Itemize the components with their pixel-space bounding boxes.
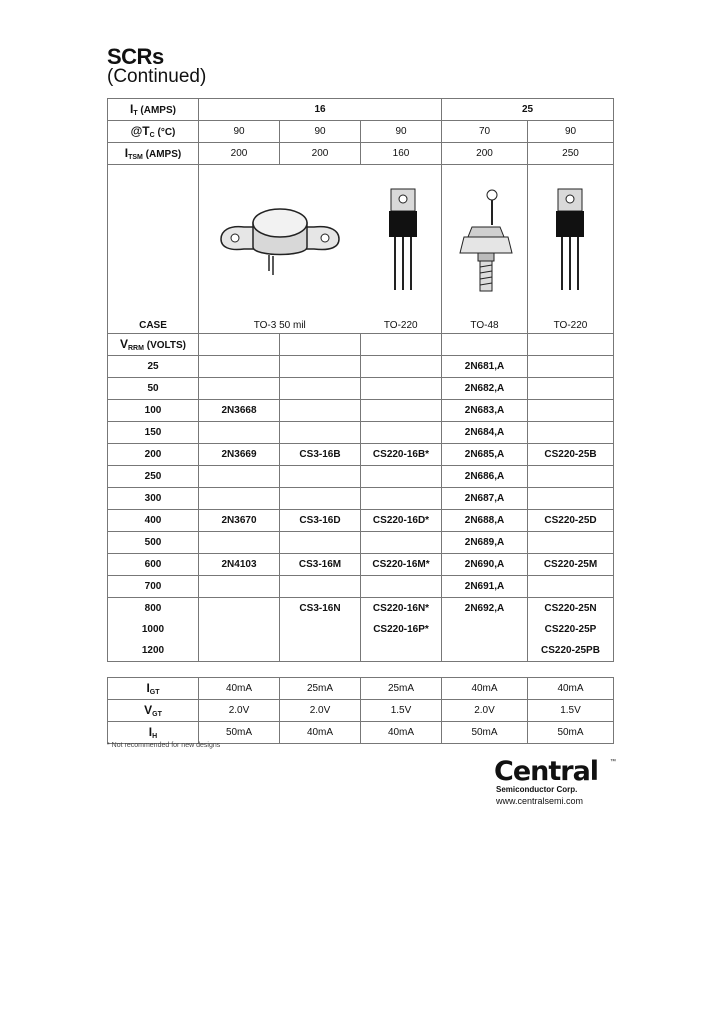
voltage-row <box>108 554 614 576</box>
part-cell: CS3-16N <box>280 598 361 620</box>
itsm-cell: 200 <box>280 143 361 165</box>
part-cell: 2N3670 <box>199 510 280 532</box>
part-cell: 2N683,A <box>442 400 528 422</box>
part-cell: CS220-25B <box>528 444 614 466</box>
vgt-row <box>108 700 614 722</box>
case-to48-cell <box>442 165 528 334</box>
igt-cell: 40mA <box>442 678 528 700</box>
part-cell: 2N3669 <box>199 444 280 466</box>
igt-row <box>108 678 614 700</box>
voltage-row <box>108 576 614 598</box>
voltage-row <box>108 488 614 510</box>
vrrm-label: $V_{RRM}$ (VOLTS) <box>108 334 199 356</box>
part-cell: CS220-16D* <box>361 510 442 532</box>
central-logo: Central <box>494 756 599 787</box>
igt-cell: 25mA <box>361 678 442 700</box>
to3-package-image <box>199 165 361 317</box>
voltage-label: 300 <box>108 488 199 510</box>
part-cell <box>199 378 280 400</box>
part-cell <box>199 422 280 444</box>
case-label-cell <box>108 165 199 334</box>
part-cell <box>361 488 442 510</box>
voltage-label: 25 <box>108 356 199 378</box>
itsm-cell: 250 <box>528 143 614 165</box>
tc-cell: 90 <box>199 121 280 143</box>
ih-cell: 40mA <box>361 722 442 744</box>
part-cell: CS220-16N* <box>361 598 442 620</box>
part-cell <box>199 356 280 378</box>
part-cell <box>280 422 361 444</box>
page-title: SCRs <box>107 44 164 69</box>
voltage-label: 150 <box>108 422 199 444</box>
case-to220-cell-2 <box>528 165 614 334</box>
vgt-label: $V_{GT}$ <box>108 700 199 722</box>
part-cell: CS3-16M <box>280 554 361 576</box>
voltage-label: 250 <box>108 466 199 488</box>
part-cell <box>199 532 280 554</box>
part-cell <box>361 400 442 422</box>
part-cell <box>528 488 614 510</box>
company-url: www.centralsemi.com <box>496 796 584 806</box>
part-cell: CS220-16P* <box>361 619 442 640</box>
tc-row <box>108 121 614 143</box>
voltage-label: 100 <box>108 400 199 422</box>
part-cell: 2N3668 <box>199 400 280 422</box>
part-cell <box>199 488 280 510</box>
part-cell <box>361 356 442 378</box>
itsm-cell: 200 <box>199 143 280 165</box>
part-cell: 2N682,A <box>442 378 528 400</box>
voltage-row <box>108 532 614 554</box>
voltage-row <box>108 422 614 444</box>
part-cell: CS220-25D <box>528 510 614 532</box>
part-cell: 2N681,A <box>442 356 528 378</box>
part-cell <box>528 532 614 554</box>
voltage-label: 600 <box>108 554 199 576</box>
voltage-row-1000 <box>108 619 614 640</box>
voltage-label: 200 <box>108 444 199 466</box>
tc-label: $@T_C$ (°C) <box>108 121 199 143</box>
voltage-label: 1200 <box>108 640 199 662</box>
tc-cell: 70 <box>442 121 528 143</box>
part-cell <box>280 532 361 554</box>
igt-cell: 25mA <box>280 678 361 700</box>
tc-cell: 90 <box>528 121 614 143</box>
part-cell <box>280 576 361 598</box>
part-cell <box>280 488 361 510</box>
part-cell: 2N684,A <box>442 422 528 444</box>
part-cell <box>361 466 442 488</box>
part-cell: CS3-16D <box>280 510 361 532</box>
it-group-2: 25 <box>442 99 614 121</box>
tc-cell: 90 <box>280 121 361 143</box>
case-to220-label: TO-220 <box>383 320 418 331</box>
vrrm-header-row <box>108 334 614 356</box>
to220-package-image <box>528 165 613 317</box>
ih-cell: 50mA <box>442 722 528 744</box>
tc-cell: 90 <box>361 121 442 143</box>
case-to220-label-2: TO-220 <box>553 320 588 331</box>
part-cell: CS220-16M* <box>361 554 442 576</box>
voltage-label: 400 <box>108 510 199 532</box>
part-cell: CS3-16B <box>280 444 361 466</box>
part-cell: 2N686,A <box>442 466 528 488</box>
part-cell: CS220-25PB <box>528 640 614 662</box>
part-cell <box>199 576 280 598</box>
scr-spec-table <box>107 98 614 662</box>
part-cell <box>361 422 442 444</box>
logo-subtitle: Semiconductor Corp. <box>496 785 578 794</box>
part-cell: CS220-25P <box>528 619 614 640</box>
part-cell <box>199 466 280 488</box>
vgt-cell: 1.5V <box>528 700 614 722</box>
part-cell: 2N688,A <box>442 510 528 532</box>
part-cell <box>361 532 442 554</box>
part-cell <box>280 378 361 400</box>
part-cell: 2N687,A <box>442 488 528 510</box>
ih-cell: 50mA <box>199 722 280 744</box>
part-cell: 2N685,A <box>442 444 528 466</box>
footnote: * Not recommended for new designs <box>107 742 221 749</box>
part-cell: 2N691,A <box>442 576 528 598</box>
ih-label: $I_H$ <box>108 722 199 744</box>
part-cell <box>361 378 442 400</box>
voltage-row <box>108 400 614 422</box>
vgt-cell: 1.5V <box>361 700 442 722</box>
to48-package-image <box>442 165 527 317</box>
case-row <box>108 165 614 334</box>
part-cell <box>528 576 614 598</box>
part-cell: 2N690,A <box>442 554 528 576</box>
trademark-mark: ™ <box>610 759 616 765</box>
igt-cell: 40mA <box>528 678 614 700</box>
part-cell <box>528 466 614 488</box>
part-cell: 2N692,A <box>442 598 528 620</box>
it-group-1: 16 <box>199 99 442 121</box>
part-cell: CS220-25N <box>528 598 614 620</box>
vgt-cell: 2.0V <box>199 700 280 722</box>
vgt-cell: 2.0V <box>280 700 361 722</box>
itsm-row <box>108 143 614 165</box>
igt-label: $I_{GT}$ <box>108 678 199 700</box>
case-to48-label: TO-48 <box>470 320 499 331</box>
part-cell <box>528 422 614 444</box>
part-cell: 2N689,A <box>442 532 528 554</box>
igt-cell: 40mA <box>199 678 280 700</box>
case-label: CASE <box>139 320 167 331</box>
case-to220-cell <box>361 165 442 334</box>
voltage-label: 500 <box>108 532 199 554</box>
voltage-label: 700 <box>108 576 199 598</box>
voltage-row-1200 <box>108 640 614 662</box>
voltage-row <box>108 444 614 466</box>
voltage-row-800 <box>108 598 614 620</box>
voltage-label: 1000 <box>108 619 199 640</box>
voltage-row <box>108 356 614 378</box>
part-cell <box>280 356 361 378</box>
part-cell <box>280 400 361 422</box>
it-row <box>108 99 614 121</box>
case-to3-label: TO-3 50 mil <box>253 320 306 331</box>
ih-cell: 40mA <box>280 722 361 744</box>
case-to3-cell <box>199 165 361 334</box>
part-cell: CS220-25M <box>528 554 614 576</box>
it-label: $I_T$ (AMPS) <box>108 99 199 121</box>
voltage-row <box>108 378 614 400</box>
ih-row <box>108 722 614 744</box>
page-subtitle: (Continued) <box>107 66 207 87</box>
vgt-cell: 2.0V <box>442 700 528 722</box>
voltage-label: 50 <box>108 378 199 400</box>
itsm-cell: 160 <box>361 143 442 165</box>
part-cell <box>528 400 614 422</box>
part-cell: CS220-16B* <box>361 444 442 466</box>
part-cell <box>361 576 442 598</box>
part-cell: 2N4103 <box>199 554 280 576</box>
itsm-label: $I_{TSM}$ (AMPS) <box>108 143 199 165</box>
voltage-label: 800 <box>108 598 199 620</box>
gate-spec-table <box>107 677 614 744</box>
part-cell <box>280 466 361 488</box>
to220-package-image <box>361 165 442 317</box>
itsm-cell: 200 <box>442 143 528 165</box>
part-cell <box>528 356 614 378</box>
voltage-row <box>108 510 614 532</box>
voltage-row <box>108 466 614 488</box>
part-cell <box>528 378 614 400</box>
ih-cell: 50mA <box>528 722 614 744</box>
